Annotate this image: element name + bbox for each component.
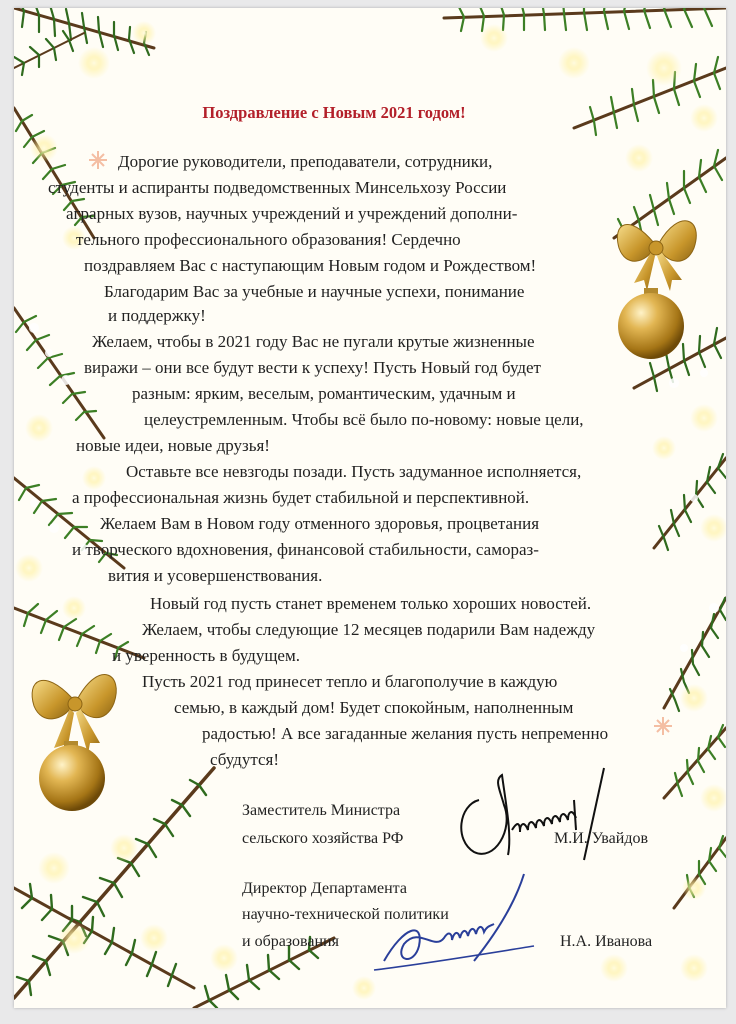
signatory-2-title-line1: Директор Департамента — [242, 880, 407, 897]
letter-line: Новый год пусть станет временем только хороших новостей. — [150, 594, 592, 613]
letter-line: и уверенность в будущем. — [112, 646, 300, 665]
letter-line: новые идеи, новые друзья! — [76, 436, 270, 455]
letter-line: поздравляем Вас с наступающим Новым годом и Рождеством! — [84, 256, 537, 275]
letter-line: и поддержку! — [108, 306, 206, 325]
letter-line: студенты и аспиранты подведомственных Минсельхозу России — [48, 178, 507, 197]
signatory-2-title-line3: и образования — [242, 933, 339, 950]
letter-line: Пусть 2021 год принесет тепло и благополучие в каждую — [142, 672, 558, 691]
letter-line: Желаем, чтобы следующие 12 месяцев подарили Вам надежду — [142, 620, 596, 639]
letter-line: вития и усовершенствования. — [108, 566, 323, 585]
signatory-2-name: Н.А. Иванова — [560, 933, 653, 950]
signature-2-handwriting — [364, 866, 544, 976]
letter-line: а профессиональная жизнь будет стабильной и перспективной. — [72, 488, 530, 507]
signatory-2-title-line2: научно-технической политики — [242, 906, 449, 923]
letter-line: и творческого вдохновения, финансовой стабильности, самораз- — [72, 540, 539, 559]
letter-line: Желаем Вам в Новом году отменного здоровья, процветания — [100, 514, 540, 533]
letter-line: семью, в каждый дом! Будет спокойным, наполненным — [174, 698, 574, 717]
signatory-1-title-line2: сельского хозяйства РФ — [242, 830, 404, 847]
letter-line: Оставьте все невзгоды позади. Пусть задуманное исполняется, — [126, 462, 582, 481]
letter-line: тельного профессионального образования! Сердечно — [76, 230, 461, 249]
letter-line: Дорогие руководители, преподаватели, сотрудники, — [118, 152, 493, 171]
letter-line: радостью! А все загаданные желания пусть непременно — [202, 724, 609, 743]
letter-line: целеустремленным. Чтобы всё было по-новому: новые цели, — [144, 410, 584, 429]
letter-sheet — [14, 8, 726, 1008]
signatory-1-name: М.И. Увайдов — [554, 830, 649, 847]
signature-1-handwriting — [434, 760, 614, 870]
letter-line: Благодарим Вас за учебные и научные успехи, понимание — [104, 282, 525, 301]
letter-line: разным: ярким, веселым, романтическим, удачным и — [132, 384, 516, 403]
letter-title: Поздравление с Новым 2021 годом! — [202, 103, 466, 122]
letter-line: аграрных вузов, научных учреждений и учреждений дополни- — [66, 204, 518, 223]
signatory-1-title-line1: Заместитель Министра — [242, 802, 401, 819]
letter-body — [14, 8, 726, 1008]
letter-line: сбудутся! — [210, 750, 279, 769]
letter-line: виражи – они все будут вести к успеху! Пусть Новый год будет — [84, 358, 541, 377]
letter-line: Желаем, чтобы в 2021 году Вас не пугали крутые жизненные — [92, 332, 535, 351]
